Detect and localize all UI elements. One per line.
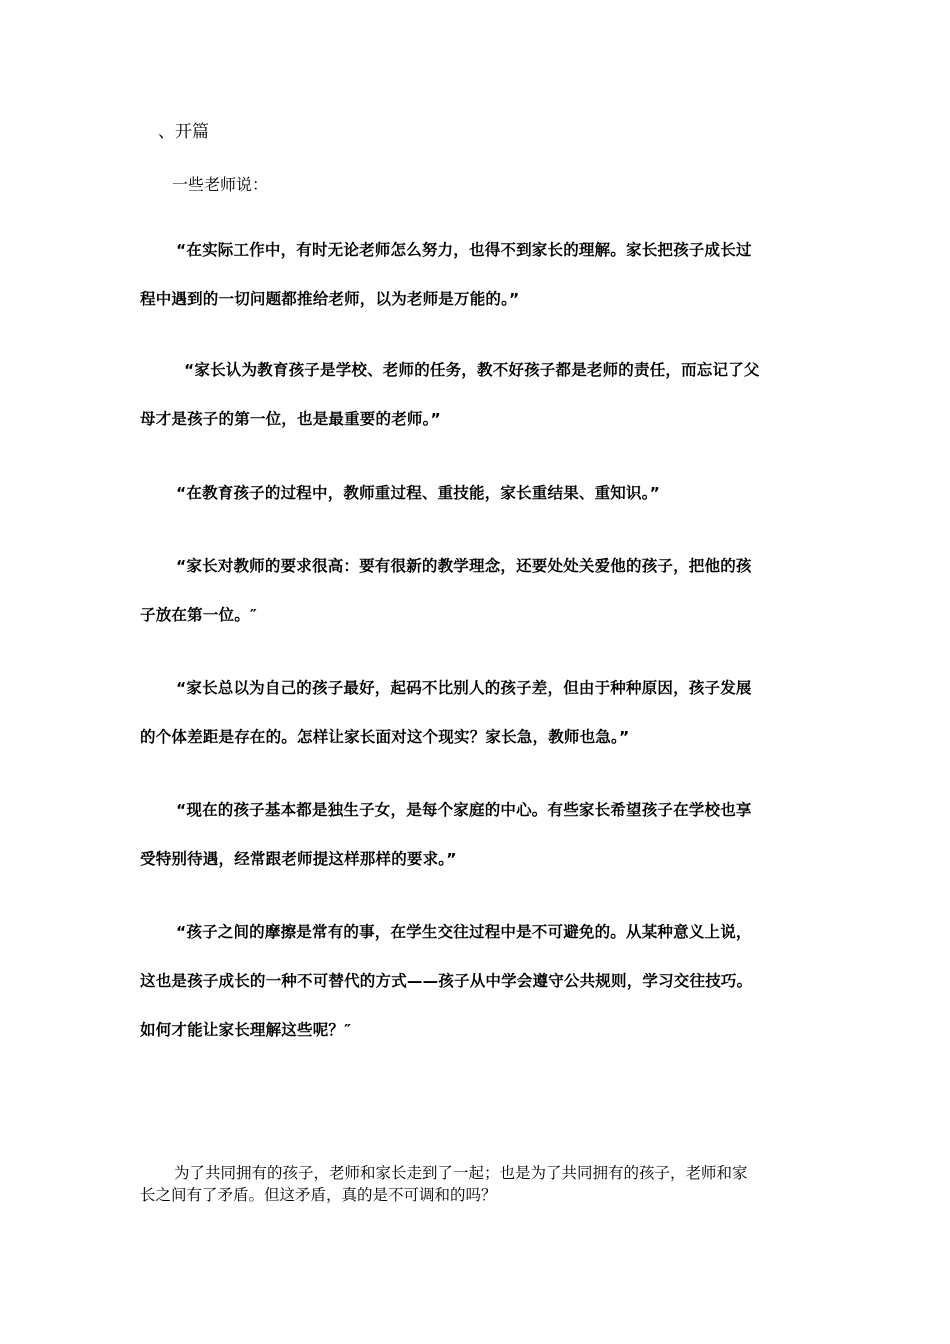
quote-1-line-2: 程中遇到的一切问题都推给老师，以为老师是万能的。” bbox=[140, 290, 520, 308]
quote-6 bbox=[140, 786, 812, 884]
quote-1 bbox=[140, 226, 812, 324]
quote-2-line-2: 母才是孩子的第一位，也是最重要的老师。” bbox=[140, 410, 441, 428]
quote-4-line-1: “家长对教师的要求很高：要有很新的教学理念，还要处处关爱他的孩子，把他的孩 bbox=[176, 557, 752, 575]
closing-paragraph bbox=[140, 1162, 812, 1206]
quote-7-line-2: 这也是孩子成长的一种不可替代的方式——孩子从中学会遵守公共规则，学习交往技巧。 bbox=[140, 972, 753, 990]
quote-6-line-2: 受特别待遇，经常跟老师提这样那样的要求。” bbox=[140, 850, 457, 868]
quote-2 bbox=[140, 346, 812, 444]
quote-4-line-2: 子放在第一位。″ bbox=[140, 606, 258, 624]
quote-7-line-1: “孩子之间的摩擦是常有的事，在学生交往过程中是不可避免的。从某种意义上说， bbox=[176, 923, 752, 941]
quote-4 bbox=[140, 542, 812, 640]
quote-7 bbox=[140, 908, 812, 1055]
intro-line: 一些老师说： bbox=[172, 175, 269, 194]
closing-line-2: 长之间有了矛盾。但这矛盾，真的是不可调和的吗？ bbox=[140, 1186, 497, 1204]
quote-2-line-1: “家长认为教育孩子是学校、老师的任务，教不好孩子都是老师的责任，而忘记了父 bbox=[184, 361, 760, 379]
quote-5 bbox=[140, 664, 812, 762]
quote-6-line-1: “现在的孩子基本都是独生子女，是每个家庭的中心。有些家长希望孩子在学校也享 bbox=[176, 801, 752, 819]
quote-5-line-1: “家长总以为自己的孩子最好，起码不比别人的孩子差，但由于种种原因，孩子发展 bbox=[176, 679, 752, 697]
quote-5-line-2: 的个体差距是存在的。怎样让家长面对这个现实？家长急，教师也急。” bbox=[140, 728, 630, 746]
quote-1-line-1: “在实际工作中，有时无论老师怎么努力，也得不到家长的理解。家长把孩子成长过 bbox=[176, 241, 752, 259]
quote-3 bbox=[140, 469, 812, 518]
quote-3-line-1: “在教育孩子的过程中，教师重过程、重技能，家长重结果、重知识。” bbox=[176, 484, 661, 502]
closing-line-1: 为了共同拥有的孩子，老师和家长走到了一起；也是为了共同拥有的孩子，老师和家 bbox=[174, 1164, 748, 1182]
section-heading: 、开篇 bbox=[158, 122, 209, 142]
quote-7-line-3: 如何才能让家长理解这些呢？″ bbox=[140, 1021, 352, 1039]
